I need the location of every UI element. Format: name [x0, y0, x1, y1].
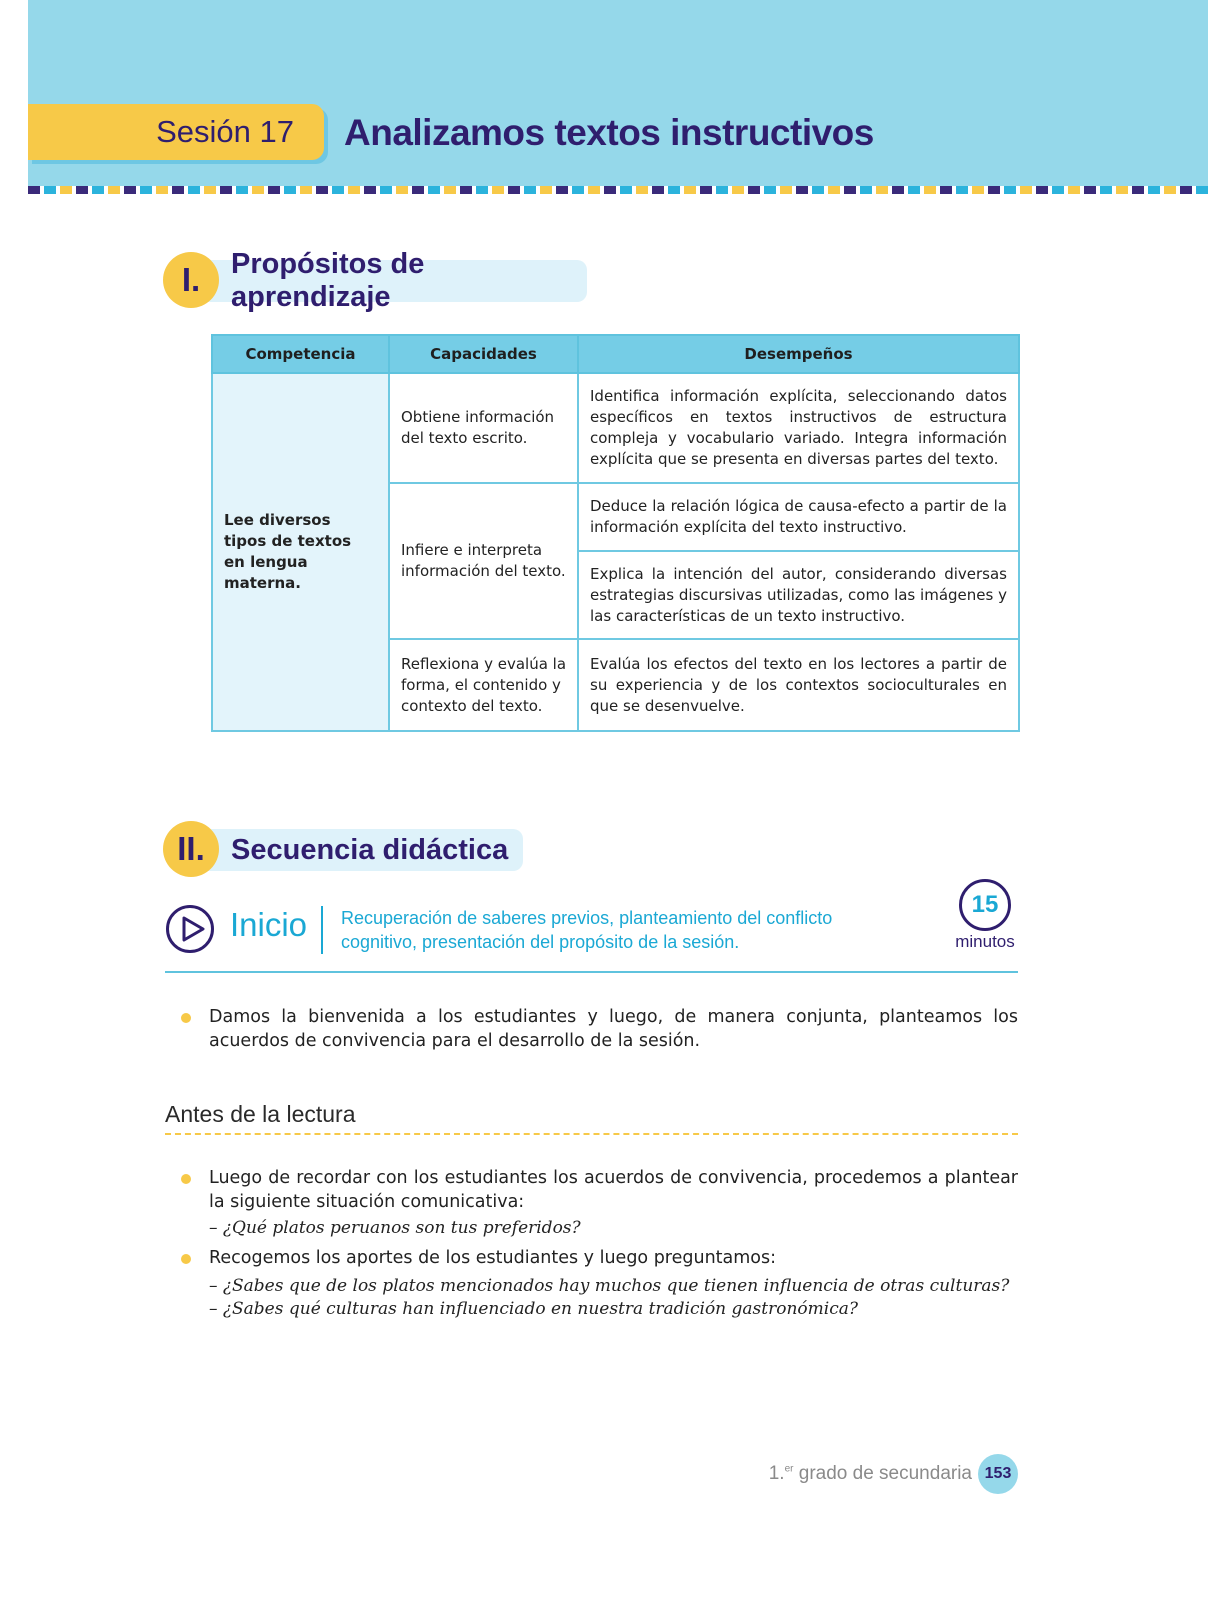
- timer-icon: [959, 879, 1011, 931]
- section-title-2: Secuencia didáctica: [193, 829, 523, 871]
- capacidad-cell: Infiere e interpreta información del texto.: [389, 483, 578, 639]
- paragraph-welcome: Damos la bienvenida a los estudiantes y luego, de manera conjunta, planteamos los acuerdos de convivencia para el desarrollo de la sesión.: [209, 1007, 1018, 1051]
- question-3: – ¿Sabes qué culturas han influenciado en nuestra tradición gastronómica?: [209, 1299, 858, 1319]
- capacidad-cell: Reflexiona y evalúa la forma, el contenido y contexto del texto.: [389, 639, 578, 731]
- header-competencia: Competencia: [212, 335, 389, 373]
- timer-label: minutos: [955, 932, 1015, 951]
- inicio-divider: [321, 906, 323, 954]
- table-header-row: [212, 335, 1019, 373]
- bullet-icon: [181, 1254, 191, 1264]
- desempeno-cell: Explica la intención del autor, considerando diversas estrategias discursivas utilizadas, como las imágenes y las características de un texto instructivo.: [578, 551, 1019, 639]
- header-capacidades: Capacidades: [389, 335, 578, 373]
- desempeno-cell: Deduce la relación lógica de causa-efecto a partir de la información explícita del texto instructivo.: [578, 483, 1019, 551]
- learning-purposes-table: [211, 334, 1020, 732]
- inicio-description: Recuperación de saberes previos, planteamiento del conflicto cognitivo, presentación del propósito de la sesión.: [341, 908, 833, 952]
- table-row: [212, 373, 1019, 483]
- question-1: – ¿Qué platos peruanos son tus preferidos?: [209, 1218, 581, 1238]
- competencia-cell: Lee diversos tipos de textos en lengua materna.: [212, 373, 389, 731]
- footer-grade: 1.$^{er}$ grado de secundaria: [768, 1463, 972, 1484]
- inicio-title: Inicio: [230, 906, 308, 943]
- desempeno-cell: Evalúa los efectos del texto en los lectores a partir de su experiencia y de los contextos socioculturales en que se desenvuelve.: [578, 639, 1019, 731]
- section-number-2: II.: [163, 821, 219, 877]
- subheading-antes-lectura: Antes de la lectura: [165, 1101, 356, 1127]
- section-title-1: Propósitos de aprendizaje: [193, 260, 587, 302]
- paragraph-situation: Luego de recordar con los estudiantes los acuerdos de convivencia, procedemos a plantear la siguiente situación comunicativa:: [209, 1168, 1018, 1212]
- bullet-icon: [181, 1013, 191, 1023]
- inicio-underline: [165, 971, 1018, 973]
- session-badge: [28, 104, 324, 160]
- session-label: Sesión 17: [156, 114, 294, 149]
- section-number-1: I.: [163, 252, 219, 308]
- page-number: 153: [978, 1454, 1018, 1494]
- page-title: Analizamos textos instructivos: [344, 112, 874, 153]
- header-stripe: [28, 186, 1208, 194]
- timer-minutes: 15: [971, 891, 999, 918]
- play-circle-icon: [166, 905, 214, 953]
- desempeno-cell: Identifica información explícita, seleccionando datos específicos en textos instructivos de estructura compleja y vocabulario variado. Integra información explícita que se presenta en diversas partes del texto.: [578, 373, 1019, 483]
- section-heading-1: [163, 248, 587, 313]
- capacidad-cell: Obtiene información del texto escrito.: [389, 373, 578, 483]
- dashed-divider: [165, 1133, 1018, 1135]
- section-heading-2: [163, 821, 523, 875]
- bullet-icon: [181, 1174, 191, 1184]
- header-desempenos: Desempeños: [578, 335, 1019, 373]
- paragraph-collect: Recogemos los aportes de los estudiantes y luego preguntamos:: [209, 1248, 777, 1268]
- question-2: – ¿Sabes que de los platos mencionados hay muchos que tienen influencia de otras culturas?: [209, 1276, 1010, 1296]
